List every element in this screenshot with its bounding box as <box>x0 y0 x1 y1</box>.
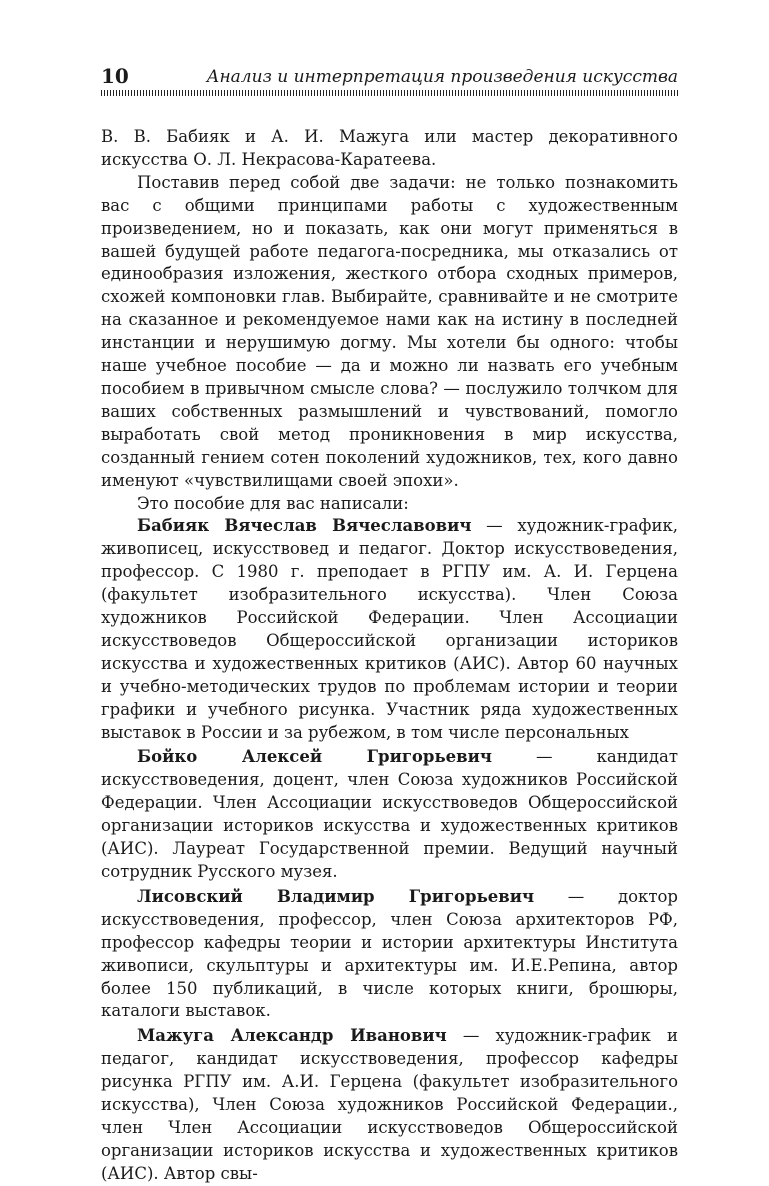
author-bio: — кандидат искусствоведения, доцент, член Союза художников Российской Федерации. Член Ассоциации искусствоведов Общероссийской организации историков искусства и художественных критиков (АИС). Лауреат Государственной премии. Ведущий научный сотрудник Русского музея. <box>101 747 678 881</box>
paragraph-3: Это пособие для вас написали: <box>137 493 409 513</box>
author-bio: — художник-график, живописец, искусствовед и педагог. Доктор искусствоведения, профессор. С 1980 г. преподает в РГПУ им. А. И. Герцена (факультет изобразительного искусства). Член Союза художников Российской Федерации. Член Ассоциации искусствоведов Общероссийской организации историков искусства и художественных критиков (АИС). Автор 60 научных и учебно-методических трудов по проблемам истории и теории графики и учебного рисунка. Участник ряда художественных выставок в России и за рубежом, в том числе персональных <box>101 516 678 742</box>
author-entry-mazhuga <box>101 1025 678 1185</box>
author-name: Бабияк Вячеслав Вячеславович <box>137 516 472 536</box>
header-rule <box>101 90 678 96</box>
paragraph-2: Поставив перед собой две задачи: не только познакомить вас с общими принципами работы с художественным произведением, но и показать, как они могут применяться в вашей будущей работе педагога-посредника, мы отказались от единообразия изложения, жесткого отбора сходных примеров, схожей компоновки глав. Выбирайте, сравнивайте и не смотрите на сказанное и рекомендуемое нами как на истину в последней инстанции и нерушимую догму. Мы хотели бы одного: чтобы наше учебное пособие — да и можно ли назвать его учебным пособием в привычном смысле слова? — послужило толчком для ваших собственных размышлений и чувствований, помогло выработать свой метод проникновения в мир искусства, созданный гением сотен поколений художников, тех, кого давно именуют «чувствилищами своей эпохи». <box>101 172 678 490</box>
author-name: Бойко Алексей Григорьевич <box>137 747 492 767</box>
author-name: Мажуга Александр Иванович <box>137 1026 447 1046</box>
body-text <box>101 126 678 1186</box>
author-name: Лисовский Владимир Григорьевич <box>137 886 535 906</box>
author-bio: — художник-график и педагог, кандидат искусствоведения, профессор кафедры рисунка РГПУ им. А.И. Герцена (факультет изобразительного искусства), Член Союза художников Российской Федерации., член Член Ассоциации искусствоведов Общероссийской организации историков искусства и художественных критиков (АИС). Автор свы- <box>101 1026 678 1183</box>
author-entry-lisovsky <box>101 886 678 1023</box>
page-header <box>101 64 678 88</box>
author-entry-babiyak <box>101 515 678 744</box>
author-entry-boyko <box>101 746 678 883</box>
page-number: 10 <box>101 64 129 88</box>
paragraph-1: В. В. Бабияк и А. И. Мажуга или мастер декоративного искусства О. Л. Некрасова-Каратеева. <box>101 127 678 169</box>
author-bio: — доктор искусствоведения, профессор, член Союза архитекторов РФ, профессор кафедры теории и истории архитектуры Института живописи, скульптуры и архитектуры им. И.Е.Репина, автор более 150 публикаций, в числе которых книги, брошюры, каталоги выставок. <box>101 886 678 1021</box>
running-title: Анализ и интерпретация произведения искусства <box>206 67 678 87</box>
